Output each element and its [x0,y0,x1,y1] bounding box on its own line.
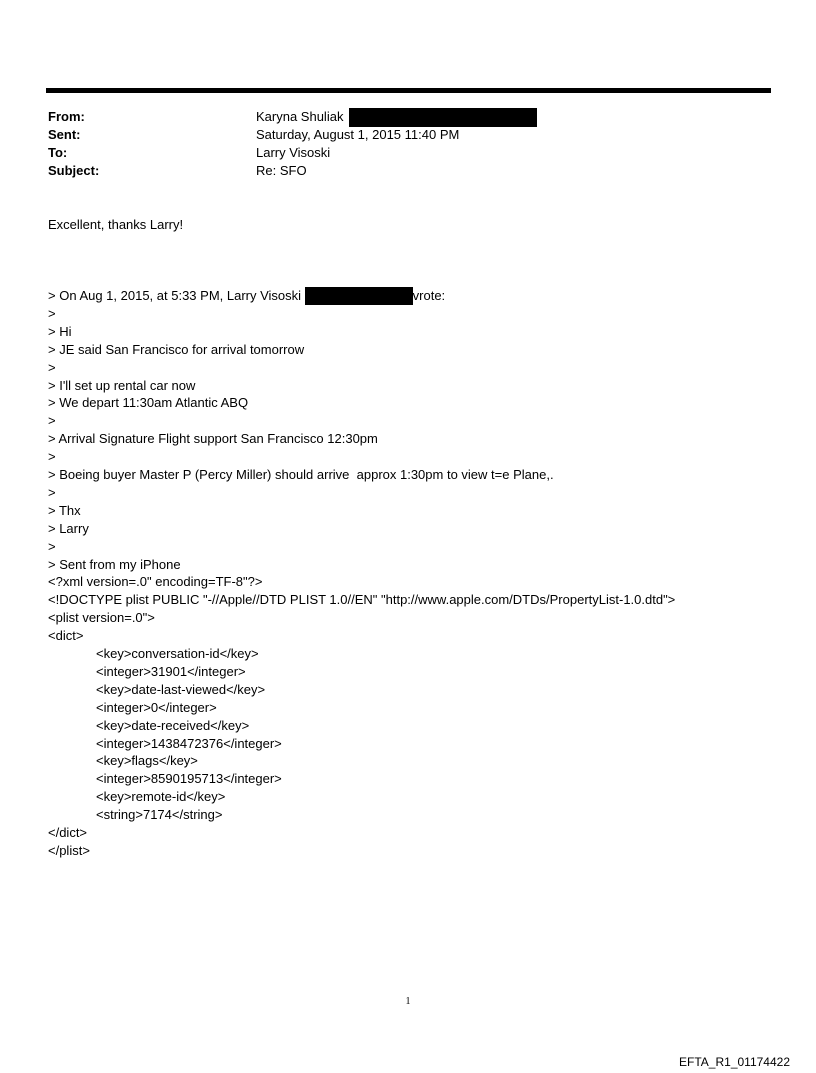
plist-entry: <key>date-last-viewed</key> [96,682,266,697]
quoted-line: > [48,449,56,464]
plist-entry: <integer>1438472376</integer> [96,736,282,751]
plist-entry: <integer>0</integer> [96,700,217,715]
quoted-line: > [48,485,56,500]
from-name: Karyna Shuliak [256,109,344,124]
quoted-line: > Larry [48,521,89,536]
to-value: Larry Visoski [256,145,331,160]
quoted-line: > Arrival Signature Flight support San Francisco 12:30pm [48,431,378,446]
bates-number: EFTA_R1_01174422 [679,1055,790,1069]
page-number: 1 [405,996,411,1007]
plist-entry: <string>7174</string> [96,807,223,822]
header-rule [46,88,771,93]
plist-entry: <key>date-received</key> [96,718,250,733]
quoted-line: > [48,413,56,428]
quoted-line: > We depart 11:30am Atlantic ABQ [48,395,249,410]
redaction-box [349,108,537,127]
plist-entry: <key>remote-id</key> [96,789,226,804]
quoted-line: > JE said San Francisco for arrival tomorrow [48,342,305,357]
plist-line: </dict> [48,825,88,840]
plist-entry: <key>flags</key> [96,753,198,768]
quoted-line: > I'll set up rental car now [48,378,196,393]
from-value [256,108,537,127]
quoted-line: > Sent from my iPhone [48,557,181,572]
sent-label: Sent: [48,127,81,142]
plist-line: <dict> [48,628,84,643]
quoted-line: > Hi [48,324,72,339]
quoted-line: > [48,360,56,375]
quoted-line: > Boeing buyer Master P (Percy Miller) should arrive approx 1:30pm to view t=e Plane,. [48,467,554,482]
plist-entry: <integer>8590195713</integer> [96,771,282,786]
to-label: To: [48,145,68,160]
plist-entry: <integer>31901</integer> [96,664,246,679]
from-label: From: [48,109,85,124]
subject-value: Re: SFO [256,163,307,178]
subject-label: Subject: [48,163,100,178]
redaction-box [305,287,413,305]
quote-intro-before: > On Aug 1, 2015, at 5:33 PM, Larry Visoski [48,288,305,303]
plist-line: <!DOCTYPE plist PUBLIC "-//Apple//DTD PLIST 1.0//EN" "http://www.apple.com/DTDs/PropertyList-1.0.dtd"> [48,592,676,607]
plist-entry: <key>conversation-id</key> [96,646,259,661]
quote-intro [48,287,445,305]
quoted-line: > [48,539,56,554]
plist-line: </plist> [48,843,90,858]
plist-line: <plist version=.0"> [48,610,155,625]
quoted-line: > Thx [48,503,81,518]
reply-text: Excellent, thanks Larry! [48,217,184,232]
sent-value: Saturday, August 1, 2015 11:40 PM [256,127,460,142]
plist-line: <?xml version=.0" encoding=TF-8"?> [48,574,263,589]
quoted-line: > [48,306,56,321]
quote-intro-after: vrote: [412,288,446,303]
